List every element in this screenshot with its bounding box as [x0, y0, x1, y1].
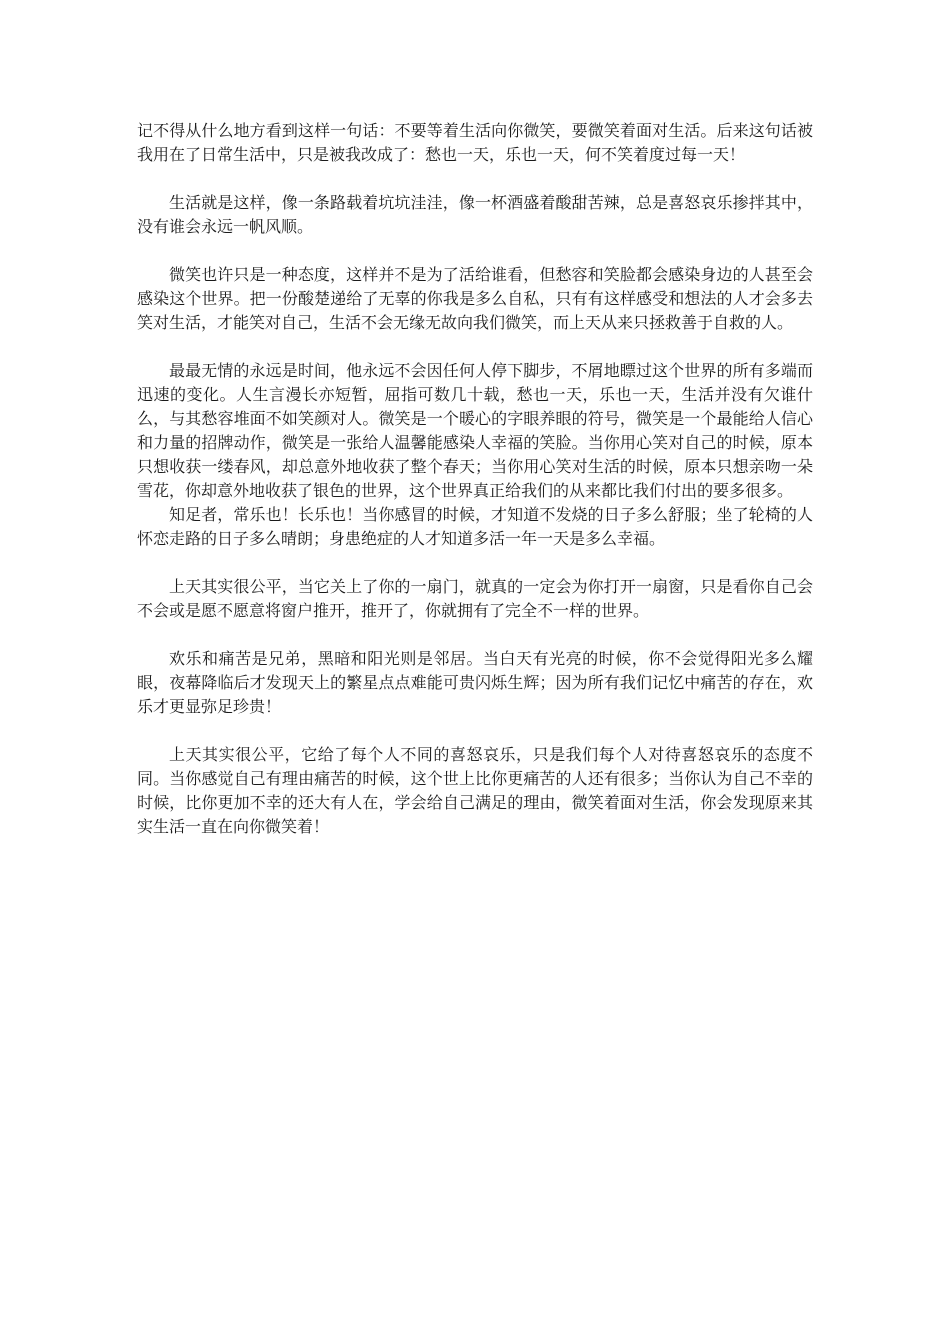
paragraph-4: 最最无情的永远是时间，他永远不会因任何人停下脚步，不屑地瞟过这个世界的所有多端而迅速的变化。人生言漫长亦短暂，屈指可数几十载，愁也一天，乐也一天，生活并没有欠谁什么，与其愁容堆面不如笑颜对人。微笑是一个暖心的字眼养眼的符号，微笑是一个最能给人信心和力量的招牌动作，微笑是一张给人温馨能感染人幸福的笑脸。当你用心笑对自己的时候，原本只想收获一缕春风，却总意外地收获了整个春天；当你用心笑对生活的时候，原本只想亲吻一朵雪花，你却意外地收获了银色的世界，这个世界真正给我们的从来都比我们付出的要多很多。: [137, 361, 813, 500]
paragraph-2: 生活就是这样，像一条路载着坑坑洼洼，像一杯酒盛着酸甜苦辣，总是喜怒哀乐掺拌其中，没有谁会永远一帆风顺。: [137, 193, 813, 236]
document-body: [137, 119, 813, 839]
paragraph-1: 记不得从什么地方看到这样一句话：不要等着生活向你微笑，要微笑着面对生活。后来这句话被我用在了日常生活中，只是被我改成了：愁也一天，乐也一天，何不笑着度过每一天！: [137, 121, 813, 164]
paragraph-3: 微笑也许只是一种态度，这样并不是为了活给谁看，但愁容和笑脸都会感染身边的人甚至会感染这个世界。把一份酸楚递给了无辜的你我是多么自私，只有有这样感受和想法的人才会多去笑对生活，才能笑对自己，生活不会无缘无故向我们微笑，而上天从来只拯救善于自救的人。: [137, 265, 813, 332]
paragraph-5: 知足者，常乐也！长乐也！当你感冒的时候，才知道不发烧的日子多么舒服；坐了轮椅的人怀恋走路的日子多么晴朗；身患绝症的人才知道多活一年一天是多么幸福。: [137, 505, 813, 548]
paragraph-6: 上天其实很公平，当它关上了你的一扇门，就真的一定会为你打开一扇窗，只是看你自己会不会或是愿不愿意将窗户推开，推开了，你就拥有了完全不一样的世界。: [137, 577, 813, 620]
paragraph-8: 上天其实很公平，它给了每个人不同的喜怒哀乐，只是我们每个人对待喜怒哀乐的态度不同。当你感觉自己有理由痛苦的时候，这个世上比你更痛苦的人还有很多；当你认为自己不幸的时候，比你更加不幸的还大有人在，学会给自己满足的理由，微笑着面对生活，你会发现原来其实生活一直在向你微笑着！: [137, 745, 813, 836]
paragraph-7: 欢乐和痛苦是兄弟，黑暗和阳光则是邻居。当白天有光亮的时候，你不会觉得阳光多么耀眼，夜幕降临后才发现天上的繁星点点难能可贵闪烁生辉；因为所有我们记忆中痛苦的存在，欢乐才更显弥足珍贵！: [137, 649, 813, 716]
